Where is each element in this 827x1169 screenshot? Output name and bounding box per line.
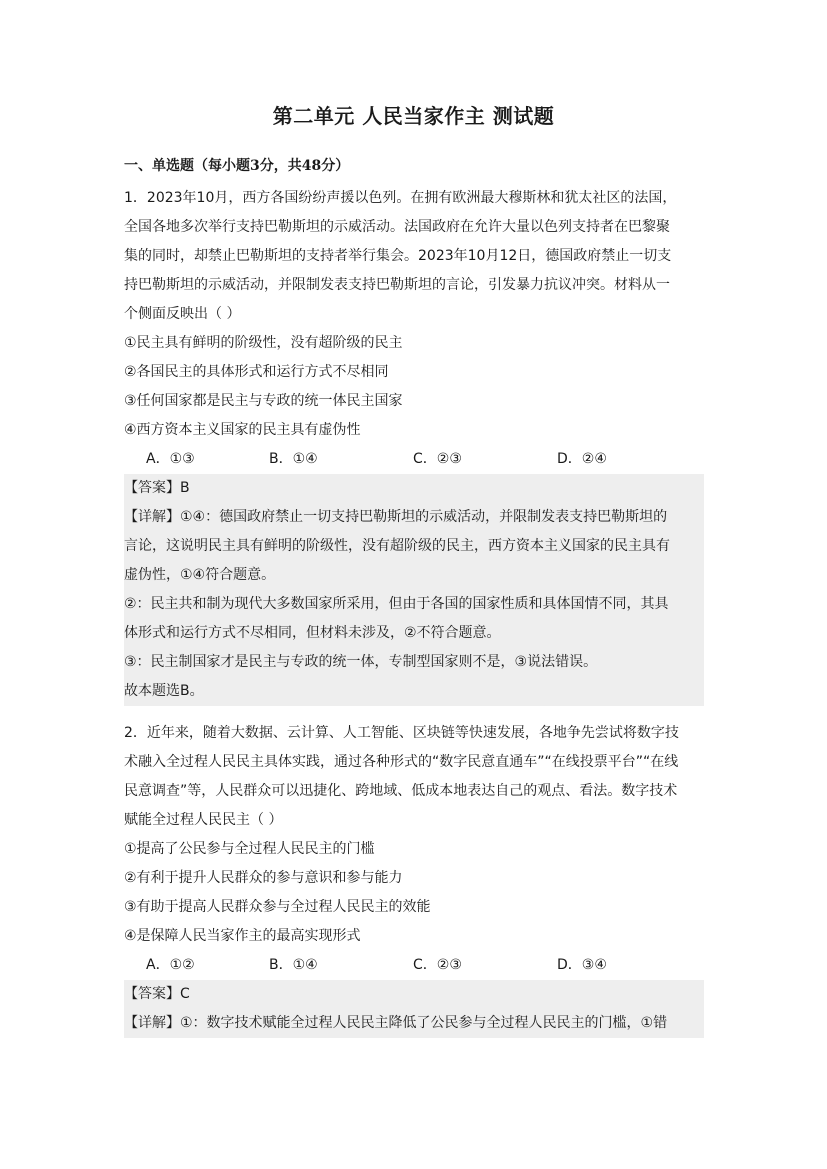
statement-1: ①提高了公民参与全过程人民民主的门槛 — [124, 841, 375, 857]
analysis-line: 【详解】①：数字技术赋能全过程人民民主降低了公民参与全过程人民民主的门槛，①错 — [124, 1015, 668, 1031]
statement-2: ②各国民主的具体形式和运行方式不尽相同 — [124, 364, 389, 380]
question-1 — [124, 184, 704, 706]
option-a: A．①③ — [146, 451, 195, 467]
option-d: D．②④ — [557, 451, 607, 467]
answer-explanation — [124, 474, 704, 706]
answer-label: 【答案】B — [124, 480, 190, 496]
option-c: C．②③ — [413, 957, 462, 973]
options-row — [124, 951, 704, 980]
statement-4: ④是保障人民当家作主的最高实现形式 — [124, 928, 361, 944]
options-row — [124, 445, 704, 474]
option-b: B．①④ — [269, 957, 318, 973]
analysis-line: 【详解】①④：德国政府禁止一切支持巴勒斯坦的示威活动，并限制发表支持巴勒斯坦的 — [124, 509, 668, 525]
statement-4: ④西方资本主义国家的民主具有虚伪性 — [124, 422, 361, 438]
section-heading: 一、单选题（每小题3分，共48分） — [124, 158, 350, 174]
question-stem-line: 民意调查”等，人民群众可以迅捷化、跨地域、低成本地表达自己的观点、看法。数字技术 — [124, 783, 678, 799]
answer-explanation — [124, 980, 704, 1038]
question-stem-line: 个侧面反映出（ ） — [124, 306, 241, 322]
analysis-line: 虚伪性，①④符合题意。 — [124, 567, 276, 583]
analysis-line: ③：民主制国家才是民主与专政的统一体，专制型国家则不是，③说法错误。 — [124, 654, 598, 670]
question-stem-line: 全国各地多次举行支持巴勒斯坦的示威活动。法国政府在允许大量以色列支持者在巴黎聚 — [124, 219, 670, 235]
option-c: C．②③ — [413, 451, 462, 467]
option-b: B．①④ — [269, 451, 318, 467]
question-stem-line: 赋能全过程人民民主（ ） — [124, 812, 283, 828]
analysis-line: 故本题选B。 — [124, 683, 204, 699]
analysis-line: 体形式和运行方式不尽相同，但材料未涉及，②不符合题意。 — [124, 625, 501, 641]
option-d: D．③④ — [557, 957, 607, 973]
analysis-line: ②：民主共和制为现代大多数国家所采用，但由于各国的国家性质和具体国情不同，其具 — [124, 596, 669, 612]
question-stem-line: 集的同时，却禁止巴勒斯坦的支持者举行集会。2023年10月12日，德国政府禁止一切支 — [124, 248, 672, 264]
statement-1: ①民主具有鲜明的阶级性，没有超阶级的民主 — [124, 335, 403, 351]
question-stem-line: 术融入全过程人民民主具体实践，通过各种形式的“数字民意直通车”“在线投票平台”“在线 — [124, 754, 679, 770]
answer-label: 【答案】C — [124, 986, 190, 1002]
question-stem-line: 持巴勒斯坦的示威活动，并限制发表支持巴勒斯坦的言论，引发暴力抗议冲突。材料从一 — [124, 277, 670, 293]
statement-2: ②有利于提升人民群众的参与意识和参与能力 — [124, 870, 403, 886]
question-stem-line: 1．2023年10月，西方各国纷纷声援以色列。在拥有欧洲最大穆斯林和犹太社区的法国， — [124, 190, 677, 206]
option-a: A．①② — [146, 957, 195, 973]
page-title: 第二单元 人民当家作主 测试题 — [272, 104, 555, 128]
statement-3: ③有助于提高人民群众参与全过程人民民主的效能 — [124, 899, 431, 915]
question-2 — [124, 719, 704, 1038]
question-stem-line: 2．近年来，随着大数据、云计算、人工智能、区块链等快速发展，各地争先尝试将数字技 — [124, 725, 679, 741]
analysis-line: 言论，这说明民主具有鲜明的阶级性，没有超阶级的民主，西方资本主义国家的民主具有 — [124, 538, 670, 554]
statement-3: ③任何国家都是民主与专政的统一体民主国家 — [124, 393, 403, 409]
